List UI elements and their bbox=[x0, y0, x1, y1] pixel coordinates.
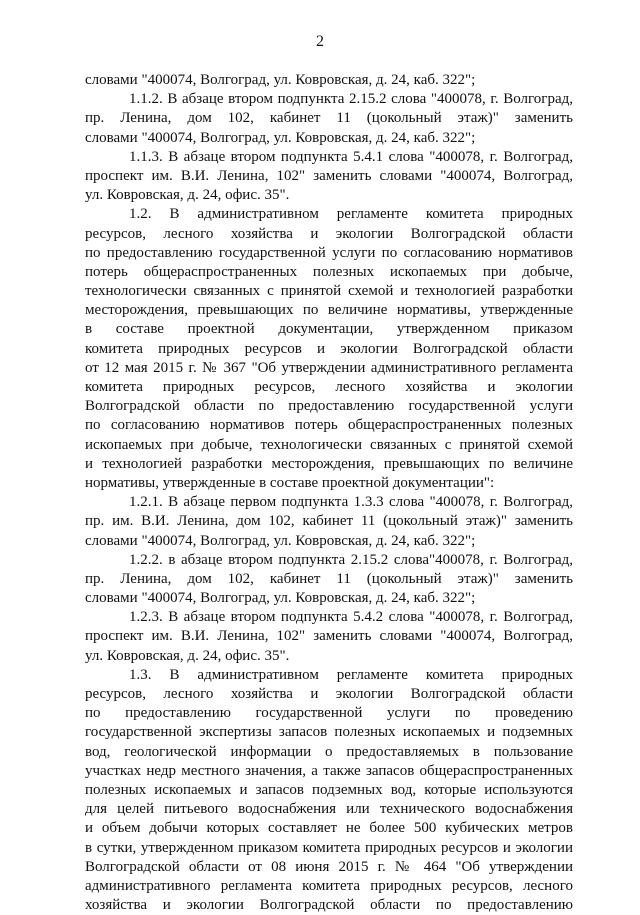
text-line: в составе проектной документации, утвержденном приказом bbox=[85, 321, 573, 338]
text-line: проспект им. В.И. Ленина, 102" заменить словами "400074, Волгоград, bbox=[85, 628, 573, 645]
text-line: словами "400074, Волгоград, ул. Ковровская, д. 24, каб. 322"; bbox=[85, 72, 476, 88]
text-line: Волгоградской области по предоставлению государственной услуги bbox=[85, 398, 573, 415]
text-line: технологически связанных с принятой схемой и технологией разработки bbox=[85, 283, 573, 300]
text-line: по предоставлению государственной услуги по проведению bbox=[85, 705, 573, 722]
text-line: вод, геологической информации о предоставляемых в пользование bbox=[85, 743, 573, 760]
text-line: ископаемых при добыче, технологически связанных с принятой схемой bbox=[85, 436, 573, 453]
text-line: месторождения, превышающих по величине нормативы, утвержденные bbox=[85, 302, 573, 319]
page-number: 2 bbox=[316, 33, 324, 50]
text-line: комитета природных ресурсов и экологии Волгоградской области bbox=[85, 340, 573, 357]
text-line: проспект им. В.И. Ленина, 102" заменить словами "400074, Волгоград, bbox=[85, 167, 573, 184]
text-line: участках недр местного значения, а также запасов общераспространенных bbox=[85, 762, 573, 779]
text-line: 1.1.2. В абзаце втором подпункта 2.15.2 слова "400078, г. Волгоград, bbox=[129, 91, 573, 108]
text-line: ресурсов, лесного хозяйства и экологии Волгоградской области bbox=[85, 686, 573, 702]
text-line: ул. Ковровская, д. 24, офис. 35". bbox=[85, 647, 290, 664]
text-line: 1.2.3. В абзаце втором подпункта 5.4.2 слова "400078, г. Волгоград, bbox=[129, 609, 573, 626]
text-line: ул. Ковровская, д. 24, офис. 35". bbox=[85, 187, 290, 204]
text-line: административного регламента комитета природных ресурсов, лесного bbox=[85, 877, 573, 894]
text-line: пр. Ленина, дом 102, кабинет 11 (цокольный этаж)" заменить bbox=[85, 570, 573, 587]
text-line: полезных ископаемых и запасов подземных вод, которые используются bbox=[85, 781, 573, 798]
text-line: 1.2.2. в абзаце втором подпункта 2.15.2 слова"400078, г. Волгоград, bbox=[129, 551, 573, 568]
text-line: и технологией разработки месторождения, превышающих по величине bbox=[85, 455, 573, 472]
text-line: Волгоградской области от 08 июня 2015 г. № 464 "Об утверждении bbox=[85, 858, 573, 875]
text-line: пр. Ленина, дом 102, кабинет 11 (цокольный этаж)" заменить bbox=[85, 110, 573, 127]
text-line: хозяйства и экологии Волгоградской области по предоставлению bbox=[85, 897, 573, 914]
text-line: нормативы, утвержденные в составе проектной документации": bbox=[85, 474, 495, 491]
text-line: в сутки, утвержденном приказом комитета природных ресурсов и экологии bbox=[85, 839, 573, 856]
text-line: по согласованию нормативов потерь общераспространенных полезных bbox=[85, 417, 573, 434]
text-line: по предоставлению государственной услуги по согласованию нормативов bbox=[85, 244, 573, 261]
text-line: и объем добычи которых составляет не более 500 кубических метров bbox=[85, 820, 573, 837]
text-line: словами "400074, Волгоград, ул. Ковровская, д. 24, каб. 322"; bbox=[85, 129, 476, 146]
text-line: комитета природных ресурсов, лесного хозяйства и экологии bbox=[85, 379, 573, 395]
text-line: от 12 мая 2015 г. № 367 "Об утверждении административного регламента bbox=[85, 359, 573, 376]
text-line: 1.1.3. В абзаце втором подпункта 5.4.1 слова "400078, г. Волгоград, bbox=[129, 148, 573, 165]
text-line: словами "400074, Волгоград, ул. Ковровская, д. 24, каб. 322"; bbox=[85, 532, 476, 549]
document-body bbox=[85, 71, 573, 915]
text-line: для целей питьевого водоснабжения или технического водоснабжения bbox=[85, 801, 573, 818]
text-line: ресурсов, лесного хозяйства и экологии Волгоградской области bbox=[85, 225, 573, 242]
text-line: государственной экспертизы запасов полезных ископаемых и подземных bbox=[85, 724, 573, 741]
text-line: 1.2.1. В абзаце первом подпункта 1.3.3 слова "400078, г. Волгоград, bbox=[129, 494, 573, 511]
text-line: словами "400074, Волгоград, ул. Ковровская, д. 24, каб. 322"; bbox=[85, 590, 476, 607]
text-line: пр. им. В.И. Ленина, дом 102, кабинет 11 (цокольный этаж)" заменить bbox=[85, 513, 573, 530]
text-line: потерь общераспространенных полезных ископаемых при добыче, bbox=[85, 263, 573, 280]
text-line: 1.3. В административном регламенте комитета природных bbox=[129, 666, 573, 683]
text-line: 1.2. В административном регламенте комитета природных bbox=[129, 206, 573, 223]
